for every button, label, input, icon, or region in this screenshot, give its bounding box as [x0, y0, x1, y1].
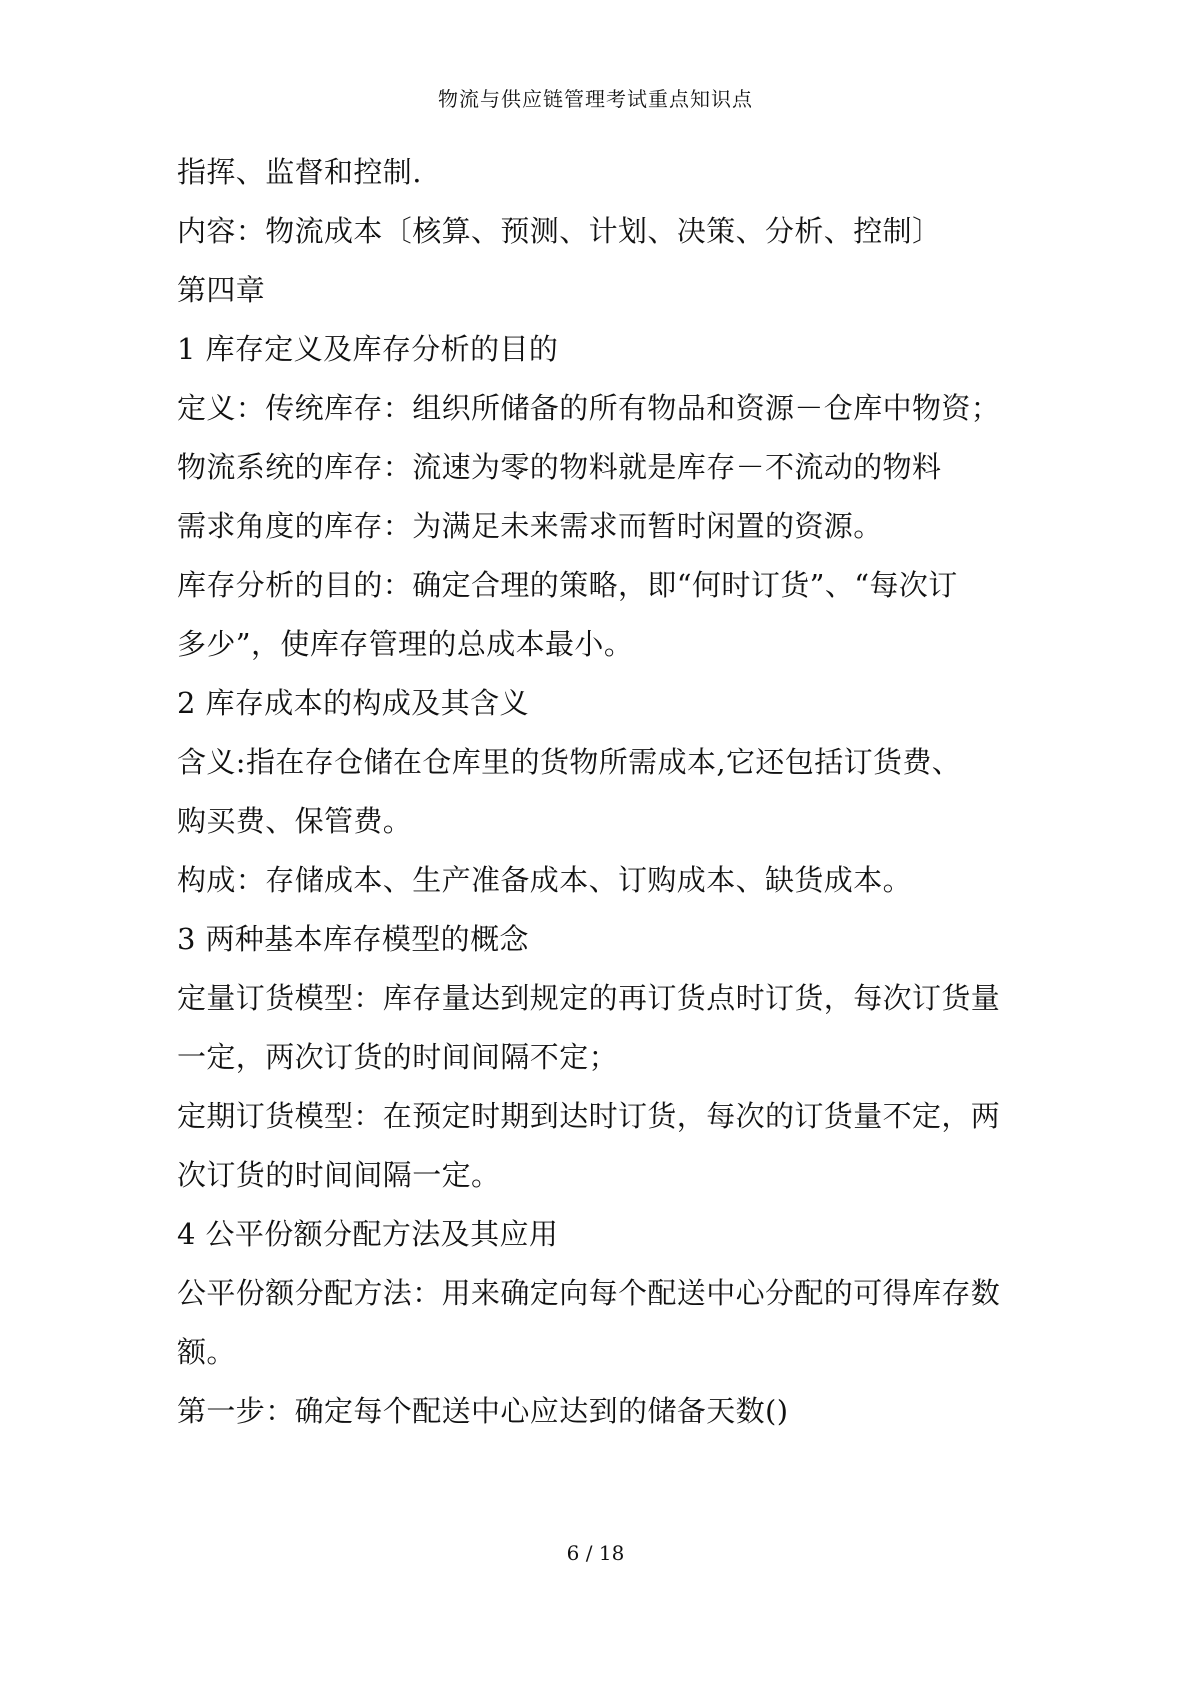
body-line: 定期订货模型：在预定时期到达时订货，每次的订货量不定，两 [177, 1099, 1001, 1133]
body-line: 第一步：确定每个配送中心应达到的储备天数() [177, 1394, 789, 1428]
chapter-heading: 第四章 [177, 273, 266, 307]
document-body [177, 143, 1037, 1441]
body-line: 次订货的时间间隔一定。 [177, 1158, 501, 1192]
section-heading: 1 库存定义及库存分析的目的 [177, 332, 559, 366]
body-line: 额。 [177, 1335, 236, 1369]
body-line: 一定，两次订货的时间间隔不定； [177, 1040, 619, 1074]
section-heading: 2 库存成本的构成及其含义 [177, 686, 529, 720]
body-line: 库存分析的目的：确定合理的策略，即“何时订货”、“每次订 [177, 568, 958, 602]
body-line: 构成：存储成本、生产准备成本、订购成本、缺货成本。 [177, 863, 913, 897]
body-line: 需求角度的库存：为满足未来需求而暂时闲置的资源。 [177, 509, 883, 543]
body-line: 含义:指在存仓储在仓库里的货物所需成本,它还包括订货费、 [177, 745, 962, 779]
section-heading: 4 公平份额分配方法及其应用 [177, 1217, 559, 1251]
body-line: 购买费、保管费。 [177, 804, 413, 838]
page-header-title: 物流与供应链管理考试重点知识点 [438, 87, 753, 111]
body-line: 多少”，使库存管理的总成本最小。 [177, 627, 634, 661]
section-heading: 3 两种基本库存模型的概念 [177, 922, 529, 956]
page-number: 6 / 18 [566, 1541, 625, 1565]
body-line: 内容：物流成本〔核算、预测、计划、决策、分析、控制〕 [177, 214, 942, 248]
body-line: 指挥、监督和控制. [177, 155, 422, 189]
body-line: 定量订货模型：库存量达到规定的再订货点时订货，每次订货量 [177, 981, 1001, 1015]
body-line: 物流系统的库存：流速为零的物料就是库存－不流动的物料 [177, 450, 942, 484]
body-line: 公平份额分配方法：用来确定向每个配送中心分配的可得库存数 [177, 1276, 1001, 1310]
body-line: 定义：传统库存：组织所储备的所有物品和资源－仓库中物资； [177, 391, 1001, 425]
